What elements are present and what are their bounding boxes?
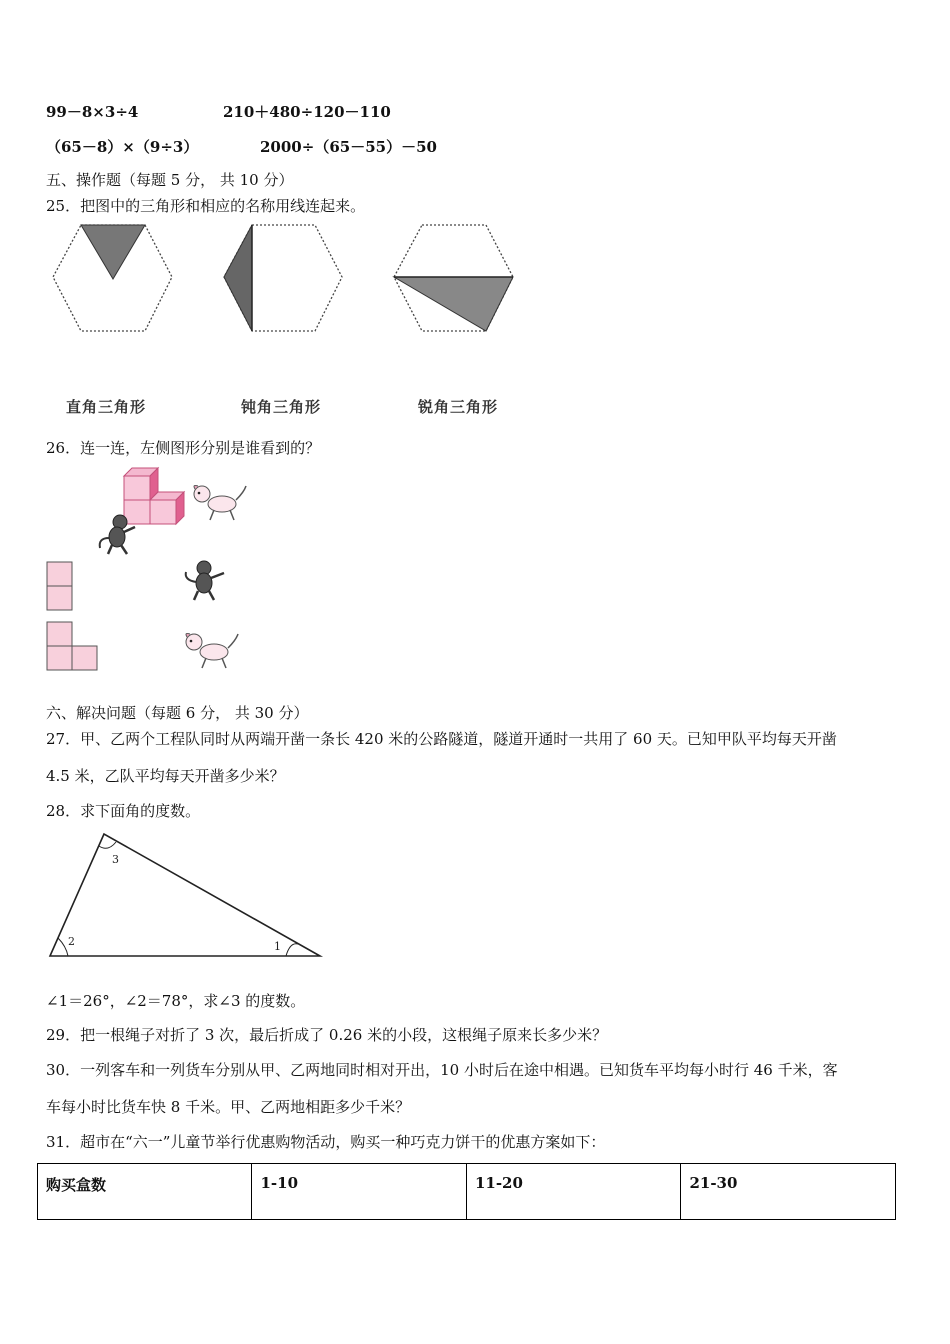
hexagon-figure-2 [220,222,345,334]
table-header-cell: 11-20 [466,1164,681,1220]
expression-4: 2000÷（65－55）－50 [260,138,437,156]
view-l-shape-squares [46,621,100,673]
expression-3: （65－8）×（9÷3） [46,138,199,156]
hexagon-figure-1 [50,222,175,334]
angle-label-1: 1 [274,940,281,953]
dog-icon-2 [180,628,242,672]
view-two-stacked-squares [46,561,74,613]
table-header-cell: 购买盒数 [38,1164,252,1220]
angle-label-2: 2 [68,935,75,948]
question-28: 28．求下面角的度数。 [46,802,201,820]
expression-2: 210＋480÷120－110 [223,103,391,121]
question-27-line-1: 27．甲、乙两个工程队同时从两端开凿一条长 420 米的公路隧道，隧道开通时一共用了 60 天。已知甲队平均每天开凿 [46,730,837,748]
dog-icon [188,480,250,524]
section-5-heading: 五、操作题（每题 5 分， 共 10 分） [46,171,294,189]
question-29: 29．把一根绳子对折了 3 次，最后折成了 0.26 米的小段，这根绳子原来长多少米？ [46,1026,608,1044]
question-27-line-2: 4.5 米，乙队平均每天开凿多少米？ [46,767,285,785]
discount-table [37,1163,896,1220]
question-26: 26．连一连，左侧图形分别是谁看到的？ [46,439,321,457]
angle-label-3: 3 [112,853,119,866]
shaded-triangle-3 [394,277,513,331]
question-25: 25．把图中的三角形和相应的名称用线连起来。 [46,197,366,215]
label-obtuse-triangle: 钝角三角形 [241,398,322,416]
table-header-cell: 1-10 [252,1164,466,1220]
shaded-triangle-1 [81,225,145,279]
shaded-triangle-2 [224,225,252,331]
section-6-heading: 六、解决问题（每题 6 分， 共 30 分） [46,704,309,722]
triangle-figure [46,830,326,962]
monkey-icon-2 [182,558,226,602]
hexagon-figure-3 [390,222,515,334]
label-acute-triangle: 锐角三角形 [418,398,499,416]
table-row [38,1164,896,1220]
table-header-cell: 21-30 [681,1164,896,1220]
question-28-given: ∠1＝26°，∠2＝78°，求∠3 的度数。 [46,992,306,1010]
question-30-line-1: 30．一列客车和一列货车分别从甲、乙两地同时相对开出，10 小时后在途中相遇。已知货车平均每小时行 46 千米，客 [46,1061,838,1079]
question-30-line-2: 车每小时比货车快 8 千米。甲、乙两地相距多少千米？ [46,1098,411,1116]
label-right-triangle: 直角三角形 [66,398,147,416]
question-31: 31．超市在“六一”儿童节举行优惠购物活动，购买一种巧克力饼干的优惠方案如下： [46,1133,606,1151]
expression-1: 99－8×3÷4 [46,103,139,121]
monkey-icon [94,512,138,556]
